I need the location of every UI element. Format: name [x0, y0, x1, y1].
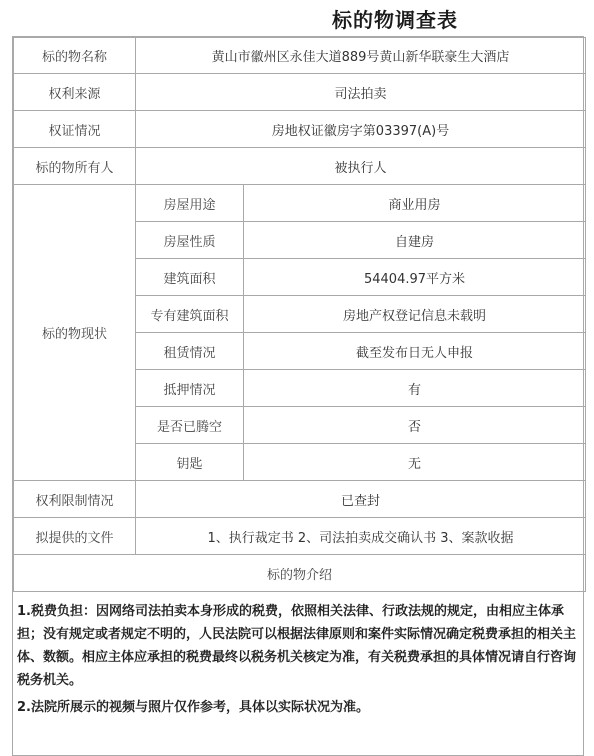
table-row: [14, 518, 586, 555]
status-label: 标的物现状: [14, 185, 136, 481]
status-item-label: 钥匙: [136, 444, 244, 481]
table-row: [14, 481, 586, 518]
status-item-label: 建筑面积: [136, 259, 244, 296]
status-item-label: 房屋性质: [136, 222, 244, 259]
restriction-label: 权利限制情况: [14, 481, 136, 518]
documents-label: 拟提供的文件: [14, 518, 136, 555]
table-row: [14, 38, 586, 74]
survey-sheet: [12, 36, 584, 756]
name-label: 标的物名称: [14, 38, 136, 74]
intro-body: [13, 592, 583, 719]
status-item-value: 商业用房: [244, 185, 586, 222]
status-item-value: 截至发布日无人申报: [244, 333, 586, 370]
status-item-label: 租赁情况: [136, 333, 244, 370]
table-row: [14, 111, 586, 148]
status-item-value: 无: [244, 444, 586, 481]
owner-label: 标的物所有人: [14, 148, 136, 185]
restriction-value: 已查封: [136, 481, 586, 518]
cert-value: 房地权证徽房字第03397(A)号: [136, 111, 586, 148]
status-item-value: 房地产权登记信息未载明: [244, 296, 586, 333]
status-item-label: 专有建筑面积: [136, 296, 244, 333]
status-item-value: 自建房: [244, 222, 586, 259]
table-row: [14, 148, 586, 185]
owner-value: 被执行人: [136, 148, 586, 185]
documents-value: 1、执行裁定书 2、司法拍卖成交确认书 3、案款收据: [136, 518, 586, 555]
table-row: [14, 74, 586, 111]
survey-table: [13, 37, 586, 592]
source-value: 司法拍卖: [136, 74, 586, 111]
name-value: 黄山市徽州区永佳大道889号黄山新华联豪生大酒店: [136, 38, 586, 74]
source-label: 权利来源: [14, 74, 136, 111]
status-item-value: 54404.97平方米: [244, 259, 586, 296]
intro-paragraph: 2.法院所展示的视频与照片仅作参考，具体以实际状况为准。: [17, 700, 369, 715]
table-row: [14, 185, 586, 222]
intro-label: 标的物介绍: [14, 555, 586, 592]
intro-paragraph: 1.税费负担：因网络司法拍卖本身形成的税费，依照相关法律、行政法规的规定，由相应主体承担；没有规定或者规定不明的，人民法院可以根据法律原则和案件实际情况确定税费承担的相关主体、数额。相应主体应承担的税费最终以税务机关核定为准，有关税费承担的具体情况请自行咨询税务机关。: [17, 604, 577, 688]
status-item-label: 是否已腾空: [136, 407, 244, 444]
page-title: 标的物调查表: [332, 8, 458, 32]
status-item-label: 抵押情况: [136, 370, 244, 407]
cert-label: 权证情况: [14, 111, 136, 148]
status-item-value: 否: [244, 407, 586, 444]
table-row: [14, 555, 586, 592]
status-item-label: 房屋用途: [136, 185, 244, 222]
status-item-value: 有: [244, 370, 586, 407]
